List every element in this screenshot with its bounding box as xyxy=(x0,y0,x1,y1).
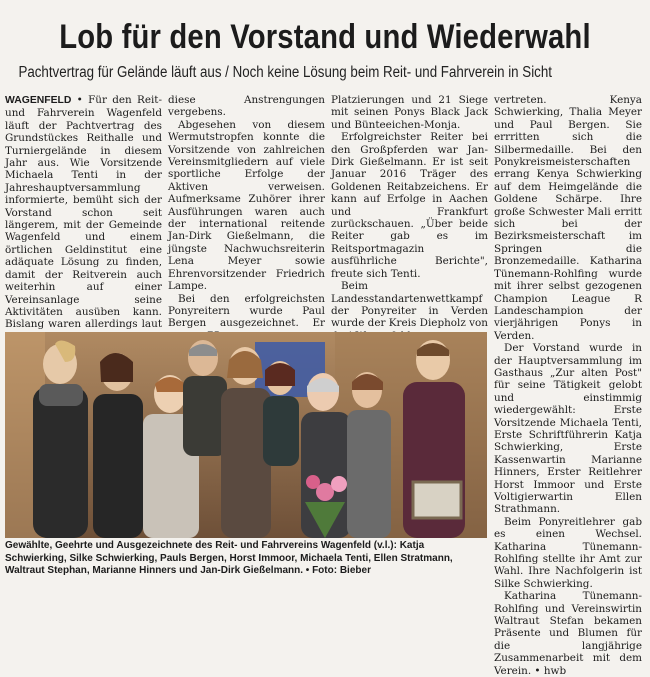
article-column-3 xyxy=(331,94,488,330)
paragraph: Bei den erfolgreichsten Ponyreitern wurde Paul Bergen ausgezeichnet. Er xyxy=(168,292,325,330)
article-column-4 xyxy=(494,94,642,677)
paragraph: Erfolgreichster Reiter bei den Großpferden war Jan-Dirk Gießelmann. Er ist seit Januar 2016 Träger des Goldenen Reitabzeichens. Er kann auf Erfolge in Aachen und Frankfurt zurückschauen. „Über beide Reiter gab es im Reitsportmagazin ausführliche Berichte", freute sich Tenti. xyxy=(331,131,488,280)
paragraph: Der Vorstand wurde in der Hauptversammlung im Gasthaus „Zur alten Post" für seine Tätigkeit gelobt und einstimmig wiedergewählt: Erste Vorsitzende Michaela Tenti, Erste Schriftführerin Katja Schwierking, Erste Kassenwartin Marianne Hinners, Erster Reitlehrer Horst Immoor und Erste Voltigierwartin Ellen Strathmann. xyxy=(494,342,642,516)
photo-caption: Gewählte, Geehrte und Ausgezeichnete des Reit- und Fahrvereins Wagenfeld (v.l.): Katja Schwierking, Silke Schwierking, Pauls Bergen, Horst Immoor, Michaela Tenti, Ellen Stratmann, Waltraut Stephan, Marianne Hinners und Jan-Dirk Gießelmann. • Foto: Bieber xyxy=(5,540,453,577)
group-photo-illustration xyxy=(5,332,487,538)
paragraph: Beim Ponyreitlehrer gab es einen Wechsel. Katharina Tünemann-Rohlfing stellte ihr Amt zur Wahl. Ihre Nachfolgerin ist Silke Schwierking. xyxy=(494,515,642,590)
paragraph: vertreten. Kenya Schwierking, Thalia Meyer und Paul Bergen. Sie errritten sich die Silbermedaille. Bei den Ponykreismeisterschaften errang Kenya Schwierking auf dem Heimgelände die Goldene Schärpe. Ihre große Schwester Mali erritt sich bei der Bezirksmeisterschaft im Springen die Bronzemedaille. Katharina Tünemann-Rohlfing wurde mit ihrer selbst gezogenen Champion League R Landeschampion der vierjährigen Ponys in Verden. xyxy=(494,94,642,342)
paragraph: Abgesehen von diesem Wermutstropfen konnte die Vorsitzende von zahlreichen Vereinsmitgliedern auf viele sportliche Erfolge der Aktiven verweisen. Aufmerksame Zuhörer ihrer Ausführungen waren auch der international reitende Jan-Dirk Gießelmann, die jüngste Nachwuchsreiterin Lena Meyer sowie Ehrenvorsitzender Friedrich Lampe. xyxy=(168,118,325,293)
subheadline: Pachtvertrag für Gelände läuft aus / Noch keine Lösung beim Reit- und Fahrverein in Sicht xyxy=(18,64,552,81)
dateline: WAGENFELD xyxy=(5,95,72,106)
paragraph: Beim Landesstandartenwettkampf der Ponyreiter in Verden wurde der Kreis Diepholz von xyxy=(331,280,488,330)
paragraph: Platzierungen und 21 Siege mit seinen Ponys Black Jack und Bünteeichen-Monja. xyxy=(331,94,488,131)
article-column-1 xyxy=(5,94,162,330)
headline: Lob für den Vorstand und Wiederwahl xyxy=(59,18,591,56)
paragraph: diese Anstrengungen vergebens. xyxy=(168,94,325,119)
article-column-2 xyxy=(168,94,325,330)
column-1-text: • Für den Reit- und Fahrverein Wagenfeld läuft der Pachtvertrag des Grundstückes Reithalle und Turniergelände in diesem Jahr aus. Wie Vorsitzende Michaela Tenti in der Jahreshauptversammlung informierte, bemüht sich der Vorstand schon seit längerem, mit der Gemeinde Wagenfeld und einem örtlichen Geldinstitut eine adäquate Lösung zu finden, damit der Reitverein auch weiterhin auf einer Vereinsanlage seine Aktivitäten ausüben kann. Bislang waren allerdings laut xyxy=(5,94,162,331)
paragraph: Katharina Tünemann-Rohlfing und Vereinswirtin Waltraut Stefan bekamen Präsente und Blumen für die langjährige Zusammenarbeit mit dem Verein. • hwb xyxy=(494,590,642,677)
group-photo xyxy=(5,332,487,538)
